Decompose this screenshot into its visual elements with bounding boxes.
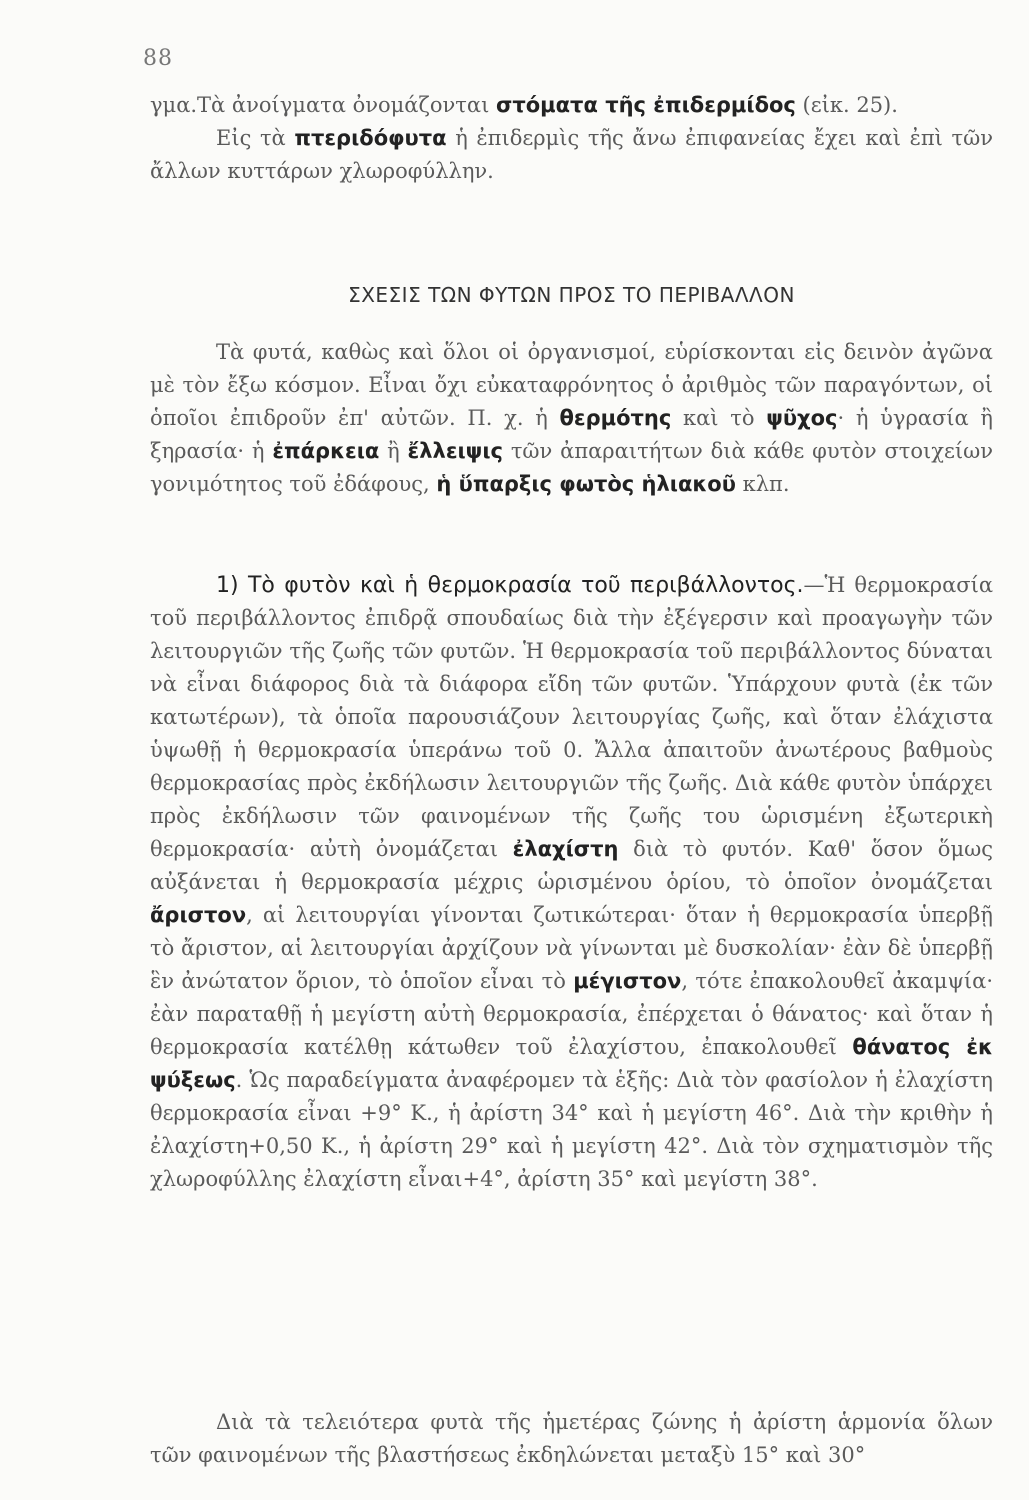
paragraph-harmony: Διὰ τὰ τελειότερα φυτὰ τῆς ἡμετέρας ζώνης ἡ ἀρίστη ἁρμονία ὅλων τῶν φαινομένων τῆς βλαστήσεως ἐκδηλώνεται μεταξὺ 15° καὶ 30° <box>150 1410 993 1467</box>
paragraph-temperature <box>150 569 993 1196</box>
paragraph-text: ἢ <box>379 439 408 463</box>
paragraph-text: κλπ. <box>735 472 790 496</box>
paragraph-text: τῶν ἀπαραιτήτων διὰ κάθε φυτὸν στοιχείων γονιμότητος τοῦ ἐδάφους, <box>150 439 993 496</box>
paragraph-text: , αἱ λειτουργίαι γίνονται ζωτικώτεραι· ὅταν ἡ θερμοκρασία ὑπερβῇ τὸ ἄριστον, αἱ λειτουργίαι ἀρχίζουν νὰ γίνωνται μὲ δυσκολίαν· ἐὰν δὲ ὑπερβῇ ἓν ἀνώτατον ὅριον, τὸ ὁποῖον εἶναι τὸ <box>150 903 993 993</box>
term-cold: ψῦχος <box>766 406 838 430</box>
paragraph-text: διὰ τὸ φυτόν. Καθ' ὅσον ὅμως αὐξάνεται ἡ θερμοκρασία μέχρις ὡρισμένου ὁρίου, τὸ ὁποῖον ὀνομάζεται <box>150 837 993 894</box>
term-pteridophyta: πτεριδόφυτα <box>294 126 447 150</box>
paragraph-text: , τότε ἐπακολουθεῖ ἀκαμψία· ἐὰν παραταθῇ ἡ μεγίστη αὐτὴ θερμοκρασία, ἐπέρχεται ὁ θάνατος· καὶ ὅταν ἡ θερμοκρασία κατέλθῃ κάτωθεν τοῦ ἐλαχίστου, ἐπακολουθεῖ <box>150 969 994 1059</box>
term-minimum: ἐλαχίστη <box>512 837 619 861</box>
intro-text: (εἰκ. 25). <box>795 93 898 117</box>
subsection-heading: 1) Τὸ φυτὸν καὶ ἡ θερμοκρασία τοῦ περιβάλλοντος. <box>216 573 804 598</box>
term-deficiency: ἔλλειψις <box>407 439 503 463</box>
term-stomata: στόματα τῆς ἐπιδερμίδος <box>495 93 796 117</box>
intro-text: γμα.Τὰ ἀνοίγματα ὀνομάζονται <box>150 93 496 117</box>
term-maximum: μέγιστον <box>573 969 682 993</box>
paragraph-text: · ἡ ὑγρασία ἢ ξηρασία· ἡ <box>150 406 993 463</box>
term-optimum: ἄριστον <box>150 903 247 927</box>
page-number: 88 <box>143 46 173 71</box>
term-sunlight: ἡ ὕπαρξις φωτὸς ἡλιακοῦ <box>436 472 736 496</box>
intro-text: Εἰς τὰ <box>216 126 295 150</box>
term-death-by-cold: θάνατος ἐκ ψύξεως <box>150 1035 993 1092</box>
paragraph-text: . Ὡς παραδείγματα ἀναφέρομεν τὰ ἑξῆς: Διὰ τὸν φασίολον ἡ ἐλαχίστη θερμοκρασία εἶναι +9° Κ., ἡ ἀρίστη 34° καὶ ἡ μεγίστη 46°. Διὰ τὴν κριθὴν ἡ ἐλαχίστη+0,50 Κ., ἡ ἀρίστη 29° καὶ ἡ μεγίστη 42°. Διὰ τὸν σχηματισμὸν τῆς χλωροφύλλης ἐλαχίστη εἶναι+4°, ἀρίστη 35° καὶ μεγίστη 38°. <box>150 1068 993 1191</box>
paragraph-factors <box>150 336 993 501</box>
paragraph-text: —Ἡ θερμοκρασία τοῦ περιβάλλοντος ἐπιδρᾷ σπουδαίως διὰ τὴν ἐξέγερσιν καὶ προαγωγὴν τῶν λειτουργιῶν τῆς ζωῆς τῶν φυτῶν. Ἡ θερμοκρασία τοῦ περιβάλλοντος δύναται νὰ εἶναι διάφορος διὰ τὰ διάφορα εἴδη τῶν φυτῶν. Ὑπάρχουν φυτὰ (ἐκ τῶν κατωτέρων), τὰ ὁποῖα παρουσιάζουν λειτουργίας ζωῆς, καὶ ὅταν ἐλάχιστα ὑψωθῇ ἡ θερμοκρασία ὑπεράνω τοῦ 0. Ἄλλα ἀπαιτοῦν ἀνωτέρους βαθμοὺς θερμοκρασίας πρὸς ἐκδήλωσιν λειτουργιῶν τῆς ζωῆς. Διὰ κάθε φυτὸν ὑπάρχει πρὸς ἐκδήλωσιν τῶν φαινομένων τῆς ζωῆς του ὡρισμένη ἐξωτερικὴ θερμοκρασία· αὐτὴ ὀνομάζεται <box>150 573 993 861</box>
term-sufficiency: ἐπάρκεια <box>272 439 380 463</box>
paragraph-text: καὶ τὸ <box>671 406 767 430</box>
intro-text: ἡ ἐπιδερμὶς τῆς ἄνω ἐπιφανείας ἔχει καὶ ἐπὶ τῶν ἄλλων κυττάρων χλωροφύλλην. <box>150 126 993 183</box>
paragraph-text: Τὰ φυτά, καθὼς καὶ ὅλοι οἱ ὀργανισμοί, εὑρίσκονται εἰς δεινὸν ἀγῶνα μὲ τὸν ἔξω κόσμον. Εἶναι ὄχι εὐκαταφρόνητος ὁ ἀριθμὸς τῶν παραγόντων, οἱ ὁποῖοι ἐπιδροῦν ἐπ' αὐτῶν. Π. χ. ἡ <box>150 340 993 430</box>
term-heat: θερμότης <box>559 406 672 430</box>
section-heading: ΣΧΕΣΙΣ ΤΩΝ ΦΥΤΩΝ ΠΡΟΣ ΤΟ ΠΕΡΙΒΑΛΛΟΝ <box>348 283 795 307</box>
intro-paragraph <box>150 89 993 188</box>
